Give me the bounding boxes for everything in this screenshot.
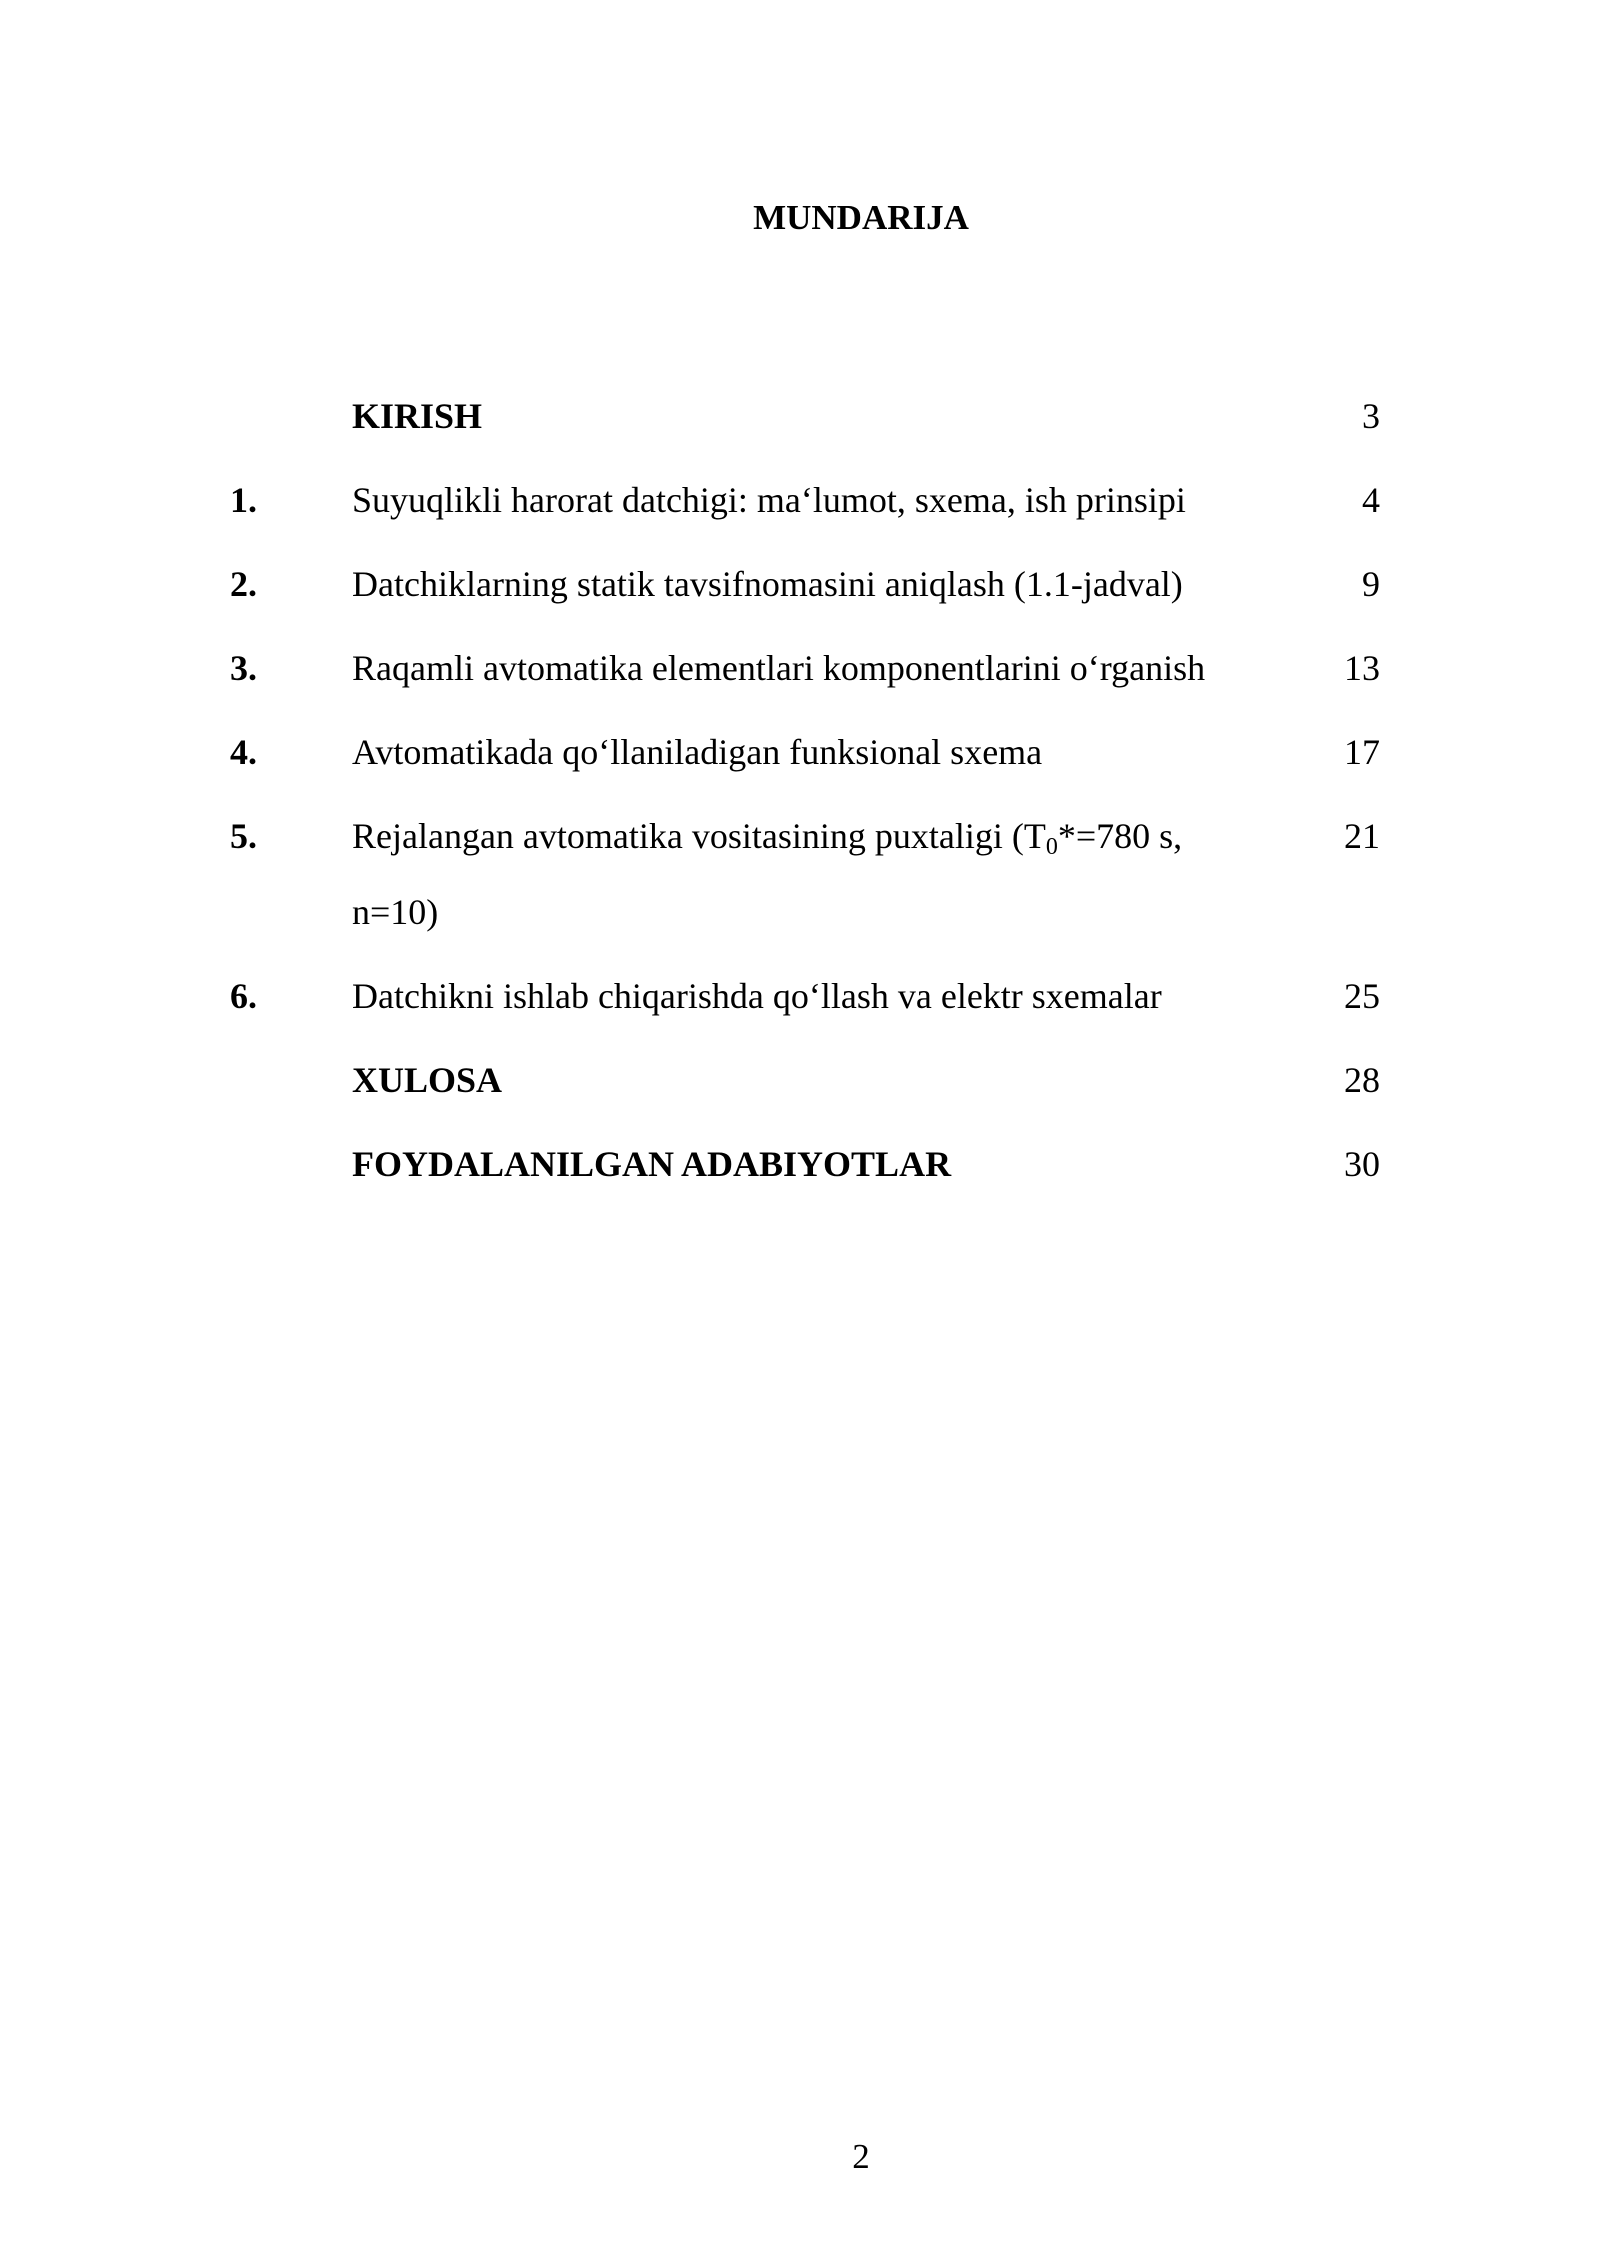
toc-item-title: Raqamli avtomatika elementlari komponentlarini o‘rganish: [352, 648, 1206, 688]
toc-item-number: 2.: [230, 564, 257, 604]
toc-item-title-part2: *=780 s, n=10): [352, 816, 1183, 932]
toc-item-1[interactable]: [230, 462, 1380, 538]
toc-item-references[interactable]: [230, 1126, 1380, 1202]
toc-item-number: 1.: [230, 480, 257, 520]
subscript-zero: 0: [1045, 834, 1058, 860]
toc-item-title: Datchiklarning statik tavsifnomasini aniqlash (1.1-jadval): [352, 564, 1183, 604]
toc-item-page: 21: [1344, 816, 1380, 856]
toc-item-2[interactable]: [230, 546, 1380, 622]
toc-item-number: 4.: [230, 732, 257, 772]
toc-item-number: 5.: [230, 816, 257, 856]
toc-item-page: 28: [1344, 1060, 1380, 1100]
toc-item-title: [352, 798, 1272, 950]
toc-item-5[interactable]: [230, 798, 1380, 950]
page-number: 2: [852, 2137, 870, 2176]
toc-item-page: 9: [1362, 564, 1380, 604]
toc-item-page: 25: [1344, 976, 1380, 1016]
toc-item-title: Datchikni ishlab chiqarishda qo‘llash va elektr sxemalar: [352, 976, 1162, 1016]
toc-item-page: 3: [1362, 396, 1380, 436]
toc-item-title: XULOSA: [352, 1060, 503, 1100]
toc-item-intro[interactable]: [230, 378, 1380, 454]
toc-item-title: Avtomatikada qo‘llaniladigan funksional sxema: [352, 732, 1043, 772]
toc-item-page: 17: [1344, 732, 1380, 772]
toc-item-page: 4: [1362, 480, 1380, 520]
toc-item-conclusion[interactable]: [230, 1042, 1380, 1118]
toc-item-4[interactable]: [230, 714, 1380, 790]
toc-item-6[interactable]: [230, 958, 1380, 1034]
toc-item-title: FOYDALANILGAN ADABIYOTLAR: [352, 1144, 952, 1184]
toc-item-title: Suyuqlikli harorat datchigi: ma‘lumot, sxema, ish prinsipi: [352, 480, 1186, 520]
toc-item-title: KIRISH: [352, 396, 483, 436]
toc-item-page: 30: [1344, 1144, 1380, 1184]
toc-item-page: 13: [1344, 648, 1380, 688]
toc-item-number: 6.: [230, 976, 257, 1016]
table-of-contents: [230, 378, 1380, 1210]
toc-item-number: 3.: [230, 648, 257, 688]
page-title: MUNDARIJA: [753, 198, 969, 237]
toc-item-title-part1: Rejalangan avtomatika vositasining puxtaligi (T: [352, 816, 1046, 856]
toc-item-3[interactable]: [230, 630, 1380, 706]
